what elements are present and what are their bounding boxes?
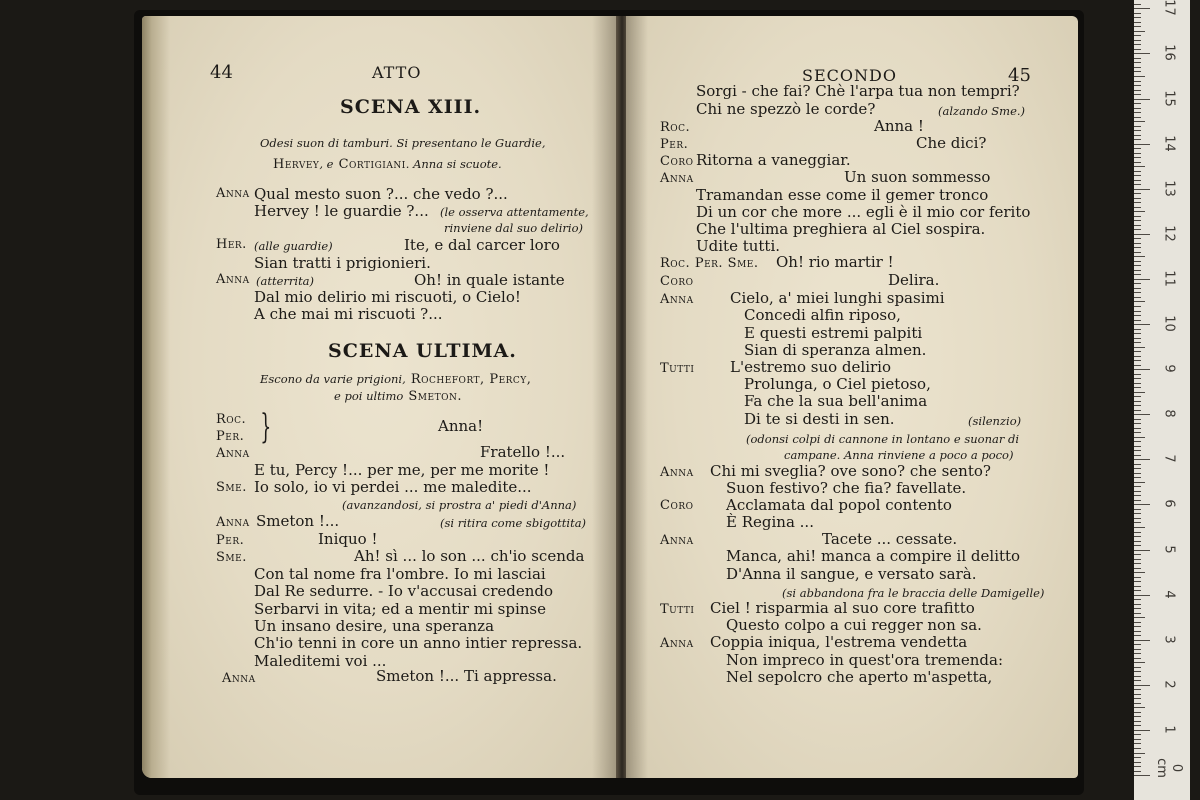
verse-line: E questi estremi palpiti — [744, 324, 923, 342]
ruler-tick — [1134, 649, 1141, 650]
ruler-tick — [1134, 329, 1141, 330]
stage-direction: e poi ultimo Smeton. — [334, 389, 462, 404]
ruler-tick — [1134, 622, 1141, 623]
stage-direction: Odesi suon di tamburi. Si presentano le Guardie, — [260, 136, 546, 150]
scene-heading: SCENA ULTIMA. — [328, 340, 517, 362]
ruler-tick — [1134, 17, 1141, 18]
ruler-tick — [1134, 554, 1141, 555]
ruler-tick — [1134, 671, 1141, 672]
ruler-tick — [1134, 473, 1141, 474]
ruler-tick — [1134, 153, 1141, 154]
ruler-tick — [1134, 103, 1141, 104]
verse-line: Che l'ultima preghiera al Ciel sospira. — [696, 220, 986, 238]
ruler-tick — [1134, 378, 1141, 379]
ruler-tick — [1134, 40, 1141, 41]
verse-line: Io solo, io vi perdei ... me maledite... — [254, 478, 532, 496]
ruler-tick — [1134, 748, 1141, 749]
ruler-label: 5 — [1161, 544, 1177, 554]
ruler-tick — [1134, 599, 1141, 600]
verse-line: È Regina ... — [726, 513, 814, 531]
ruler-tick — [1134, 324, 1150, 325]
verse-line: Qual mesto suon ?... che vedo ?... — [254, 185, 508, 203]
ruler-tick — [1134, 216, 1141, 217]
ruler-tick — [1134, 698, 1141, 699]
speaker-label: Sme. — [216, 550, 247, 565]
verse-line: Fa che la sua bell'anima — [744, 392, 928, 410]
speaker-label: Tutti — [660, 602, 695, 617]
ruler-tick — [1134, 703, 1141, 704]
ruler-tick — [1134, 383, 1141, 384]
ruler-tick — [1134, 306, 1141, 307]
ruler-tick — [1134, 58, 1141, 59]
ruler-tick — [1134, 81, 1141, 82]
verse-line: Chi mi sveglia? ove sono? che sento? — [710, 462, 991, 480]
ruler-tick — [1134, 527, 1145, 528]
ruler-tick — [1134, 739, 1141, 740]
verse-line: Suon festivo? che fia? favellate. — [726, 479, 967, 497]
ruler-tick — [1134, 112, 1141, 113]
ruler-label: 11 — [1161, 270, 1177, 287]
stage-note: rinviene dal suo delirio) — [444, 221, 583, 235]
ruler-edge — [1190, 0, 1200, 800]
stage-note: (silenzio) — [968, 414, 1022, 428]
ruler-tick — [1134, 662, 1145, 663]
ruler-tick — [1134, 653, 1141, 654]
ruler-label: 12 — [1161, 225, 1177, 242]
speaker-label: Anna — [216, 186, 250, 201]
speaker-label: Per. — [660, 137, 689, 152]
ruler-tick — [1134, 410, 1141, 411]
ruler-tick — [1134, 301, 1145, 302]
verse-line: Delira. — [888, 271, 940, 289]
ruler-tick — [1134, 563, 1141, 564]
ruler-tick — [1134, 252, 1141, 253]
ruler-tick — [1134, 369, 1150, 370]
brace-glyph: } — [260, 407, 272, 447]
ruler-tick — [1134, 613, 1141, 614]
ruler-tick — [1134, 721, 1141, 722]
ruler-tick — [1134, 220, 1141, 221]
ruler-tick — [1134, 333, 1141, 334]
verse-line: Ah! sì ... lo son ... ch'io scenda — [354, 547, 585, 565]
right-page — [626, 16, 1078, 778]
ruler-tick — [1134, 581, 1141, 582]
stage-note: (si abbandona fra le braccia delle Damigelle) — [782, 586, 1045, 600]
speaker-label: Anna — [660, 533, 694, 548]
ruler-tick — [1134, 500, 1141, 501]
ruler-tick — [1134, 658, 1141, 659]
ruler-tick — [1134, 365, 1141, 366]
verse-line: Che dici? — [916, 134, 987, 152]
verse-line: Tacete ... cessate. — [822, 530, 958, 548]
stage-note: (le osserva attentamente, — [440, 205, 589, 219]
ruler-tick — [1134, 595, 1150, 596]
speaker-label: Tutti — [660, 361, 695, 376]
ruler-tick — [1134, 716, 1141, 717]
ruler-tick — [1134, 121, 1145, 122]
left-page — [142, 16, 618, 778]
ruler-tick — [1134, 468, 1141, 469]
verse-line: Ite, e dal carcer loro — [404, 236, 560, 254]
verse-line: Dal mio delirio mi riscuoti, o Cielo! — [254, 288, 521, 306]
ruler-label: 0 cm — [1154, 758, 1184, 778]
speaker-label: Anna — [216, 515, 250, 530]
stage-note: (alle guardie) — [254, 239, 333, 253]
ruler-tick — [1134, 559, 1141, 560]
ruler-tick — [1134, 162, 1141, 163]
ruler-tick — [1134, 338, 1141, 339]
verse-line: Di te si desti in sen. — [744, 410, 895, 428]
stage-note: (atterrita) — [256, 274, 315, 288]
ruler-label: 15 — [1161, 89, 1177, 107]
ruler-tick — [1134, 148, 1141, 149]
verse-line: Nel sepolcro che aperto m'aspetta, — [726, 668, 993, 686]
ruler-label: 1 — [1161, 725, 1177, 734]
verse-line: Fratello !... — [480, 443, 566, 461]
ruler-tick — [1134, 130, 1141, 131]
verse-line: L'estremo suo delirio — [730, 358, 891, 376]
verse-line: E tu, Percy !... per me, per me morite ! — [254, 461, 550, 479]
ruler-tick — [1134, 387, 1141, 388]
ruler-label: 9 — [1161, 364, 1177, 373]
ruler-tick — [1134, 270, 1141, 271]
ruler-tick — [1134, 139, 1141, 140]
ruler-tick — [1134, 423, 1141, 424]
ruler-tick — [1134, 76, 1145, 77]
ruler-tick — [1134, 135, 1141, 136]
ruler-tick — [1134, 640, 1150, 641]
ruler-tick — [1134, 99, 1150, 100]
ruler-tick — [1134, 396, 1141, 397]
ruler-tick — [1134, 207, 1141, 208]
verse-line: Ch'io tenni in core un anno intier repressa. — [254, 634, 583, 652]
verse-line: Cielo, a' miei lunghi spasimi — [730, 289, 945, 307]
ruler-label: 16 — [1161, 44, 1177, 62]
ruler-tick — [1134, 292, 1141, 293]
ruler-tick — [1134, 694, 1141, 695]
ruler-tick — [1134, 198, 1141, 199]
ruler-tick — [1134, 518, 1141, 519]
speaker-label: Anna — [660, 171, 694, 186]
speaker-label: Per. — [216, 533, 245, 548]
ruler-tick — [1134, 117, 1141, 118]
ruler-tick — [1134, 26, 1141, 27]
ruler-tick — [1134, 234, 1150, 235]
ruler-tick — [1134, 608, 1141, 609]
ruler-tick — [1134, 414, 1150, 415]
speaker-label: Anna — [222, 671, 256, 686]
ruler-tick — [1134, 568, 1141, 569]
page-number: 44 — [210, 62, 233, 83]
ruler-tick — [1134, 486, 1141, 487]
ruler-tick — [1134, 351, 1141, 352]
ruler-tick — [1134, 67, 1141, 68]
verse-line: Un insano desire, una speranza — [254, 617, 495, 635]
ruler-tick — [1134, 734, 1141, 735]
ruler-tick — [1134, 604, 1141, 605]
ruler-tick — [1134, 44, 1141, 45]
stage-note: (alzando Sme.) — [938, 104, 1026, 118]
ruler-tick — [1134, 31, 1145, 32]
ruler-tick — [1134, 428, 1141, 429]
ruler-label: 13 — [1161, 179, 1177, 197]
ruler-tick — [1134, 753, 1145, 754]
ruler-label: 6 — [1161, 499, 1177, 509]
ruler-tick — [1134, 171, 1141, 172]
ruler-tick — [1134, 8, 1150, 9]
speaker-label: Per. — [216, 429, 245, 444]
verse-line: Dal Re sedurre. - Io v'accusai credendo — [254, 582, 554, 600]
ruler-tick — [1134, 85, 1141, 86]
ruler-tick — [1134, 283, 1141, 284]
ruler-tick — [1134, 450, 1141, 451]
speaker-label: Roc. — [216, 412, 247, 427]
ruler-tick — [1134, 184, 1141, 185]
verse-line: Udite tutti. — [696, 237, 781, 255]
ruler-tick — [1134, 315, 1141, 316]
ruler-label: 8 — [1161, 409, 1177, 418]
ruler-tick — [1134, 360, 1141, 361]
ruler-tick — [1134, 685, 1150, 686]
ruler-tick — [1134, 175, 1141, 176]
ruler-tick — [1134, 635, 1141, 636]
ruler-tick — [1134, 509, 1141, 510]
ruler-tick — [1134, 144, 1150, 145]
ruler-tick — [1134, 62, 1141, 63]
speaker-label: Anna — [660, 636, 694, 651]
stage-note: campane. Anna rinviene a poco a poco) — [784, 448, 1014, 462]
ruler-tick — [1134, 437, 1145, 438]
verse-line: Iniquo ! — [318, 530, 378, 548]
ruler-tick — [1134, 631, 1141, 632]
ruler-tick — [1134, 202, 1141, 203]
ruler-label: 7 — [1161, 454, 1177, 463]
ruler-tick — [1134, 22, 1141, 23]
ruler-tick — [1134, 513, 1141, 514]
ruler-tick — [1134, 35, 1141, 36]
verse-line: Non impreco in quest'ora tremenda: — [726, 651, 1004, 669]
ruler-tick — [1134, 667, 1141, 668]
stage-note: (odonsi colpi di cannone in lontano e suonar di — [746, 432, 1020, 446]
speaker-label: Anna — [660, 465, 694, 480]
ruler-tick — [1134, 522, 1141, 523]
ruler-tick — [1134, 441, 1141, 442]
ruler-tick — [1134, 491, 1141, 492]
speaker-label: Anna — [660, 292, 694, 307]
ruler-tick — [1134, 586, 1141, 587]
ruler-tick — [1134, 644, 1141, 645]
ruler-tick — [1134, 459, 1150, 460]
speaker-label: Anna — [216, 446, 250, 461]
ruler-tick — [1134, 446, 1141, 447]
ruler-tick — [1134, 288, 1141, 289]
verse-line: Un suon sommesso — [844, 168, 991, 186]
verse-line: Manca, ahi! manca a compire il delitto — [726, 547, 1021, 565]
speaker-label: Anna — [216, 272, 250, 287]
ruler-tick — [1134, 261, 1141, 262]
ruler-tick — [1134, 590, 1141, 591]
ruler-tick — [1134, 401, 1141, 402]
ruler-tick — [1134, 577, 1141, 578]
ruler-tick — [1134, 504, 1150, 505]
verse-line: Acclamata dal popol contento — [726, 496, 952, 514]
ruler-tick — [1134, 707, 1145, 708]
ruler-tick — [1134, 274, 1141, 275]
ruler-tick — [1134, 725, 1141, 726]
verse-line: D'Anna il sangue, e versato sarà. — [726, 565, 977, 583]
stage-note: (avanzandosi, si prostra a' piedi d'Anna) — [342, 498, 577, 512]
ruler-tick — [1134, 108, 1141, 109]
verse-line: Maleditemi voi ... — [254, 652, 387, 670]
ruler-label: 17 — [1161, 0, 1177, 17]
ruler-tick — [1134, 225, 1141, 226]
verse-line: Concedi alfin riposo, — [744, 306, 901, 324]
ruler-tick — [1134, 477, 1141, 478]
ruler-tick — [1134, 495, 1141, 496]
ruler-tick — [1134, 419, 1141, 420]
ruler-tick — [1134, 743, 1141, 744]
ruler-tick — [1134, 532, 1141, 533]
ruler-tick — [1134, 374, 1141, 375]
ruler-label: 2 — [1161, 680, 1177, 689]
verse-line: Sorgi - che fai? Chè l'arpa tua non tempri? — [696, 82, 1020, 100]
verse-line: Con tal nome fra l'ombre. Io mi lasciai — [254, 565, 546, 583]
verse-line: Questo colpo a cui regger non sa. — [726, 616, 982, 634]
speaker-label: Coro — [660, 274, 694, 289]
ruler-tick — [1134, 320, 1141, 321]
ruler-tick — [1134, 180, 1141, 181]
speaker-label: Roc. Per. Sme. — [660, 256, 759, 271]
ruler-tick — [1134, 243, 1141, 244]
ruler-tick — [1134, 238, 1141, 239]
ruler-tick — [1134, 49, 1141, 50]
ruler-tick — [1134, 626, 1141, 627]
ruler-tick — [1134, 71, 1141, 72]
ruler-tick — [1134, 193, 1141, 194]
ruler-tick — [1134, 356, 1141, 357]
speaker-label: Coro — [660, 498, 694, 513]
verse-line: Di un cor che more ... egli è il mio cor ferito — [696, 203, 1031, 221]
speaker-label: Roc. — [660, 120, 691, 135]
verse-line: Ciel ! risparmia al suo core trafitto — [710, 599, 975, 617]
ruler-tick — [1134, 536, 1141, 537]
verse-line: Oh! rio martir ! — [776, 253, 894, 271]
ruler-tick — [1134, 166, 1145, 167]
ruler-tick — [1134, 432, 1141, 433]
ruler-tick — [1134, 550, 1150, 551]
stage-note: (si ritira come sbigottita) — [440, 516, 587, 530]
ruler-tick — [1134, 757, 1141, 758]
verse-line: A che mai mi riscuoti ?... — [254, 305, 443, 323]
stage-direction: Escono da varie prigioni, Rochefort, Percy, — [260, 372, 532, 387]
ruler-label: 10 — [1161, 315, 1177, 332]
ruler-label: 14 — [1161, 134, 1177, 152]
ruler-tick — [1134, 229, 1141, 230]
ruler-tick — [1134, 347, 1145, 348]
speaker-label: Coro — [660, 154, 694, 169]
ruler-tick — [1134, 712, 1141, 713]
ruler-tick — [1134, 256, 1145, 257]
ruler-tick — [1134, 676, 1141, 677]
ruler-tick — [1134, 545, 1141, 546]
ruler-tick — [1134, 157, 1141, 158]
speaker-label: Her. — [216, 237, 247, 252]
scene-heading: SCENA XIII. — [340, 96, 482, 118]
verse-line: Ritorna a vaneggiar. — [696, 151, 851, 169]
verse-line: Anna! — [438, 417, 484, 435]
ruler-tick — [1134, 311, 1141, 312]
ruler-tick — [1134, 775, 1150, 776]
speaker-label: Sme. — [216, 480, 247, 495]
ruler-tick — [1134, 405, 1141, 406]
ruler-tick — [1134, 455, 1141, 456]
ruler-tick — [1134, 766, 1141, 767]
verse-line: Sian tratti i prigionieri. — [254, 254, 431, 272]
measuring-ruler — [1134, 0, 1190, 800]
ruler-tick — [1134, 689, 1141, 690]
verse-line: Smeton !... Ti appressa. — [376, 667, 557, 685]
verse-line: Coppia iniqua, l'estrema vendetta — [710, 633, 968, 651]
ruler-tick — [1134, 94, 1141, 95]
ruler-tick — [1134, 541, 1141, 542]
verse-line: Sian di speranza almen. — [744, 341, 927, 359]
ruler-tick — [1134, 126, 1141, 127]
ruler-tick — [1134, 53, 1150, 54]
ruler-label: 4 — [1161, 589, 1177, 599]
stage-direction: Hervey, e Cortigiani. Anna si scuote. — [273, 157, 502, 172]
running-head: SECONDO — [802, 66, 897, 85]
ruler-tick — [1134, 482, 1145, 483]
ruler-tick — [1134, 4, 1141, 5]
verse-line: Hervey ! le guardie ?... — [254, 202, 429, 220]
ruler-tick — [1134, 762, 1141, 763]
ruler-tick — [1134, 392, 1145, 393]
ruler-tick — [1134, 90, 1141, 91]
ruler-tick — [1134, 572, 1145, 573]
ruler-tick — [1134, 189, 1150, 190]
running-head: ATTO — [372, 63, 422, 82]
verse-line: Serbarvi in vita; ed a mentir mi spinse — [254, 600, 546, 618]
verse-line: Smeton !... — [256, 512, 340, 530]
ruler-tick — [1134, 247, 1141, 248]
ruler-tick — [1134, 297, 1141, 298]
ruler-tick — [1134, 13, 1141, 14]
ruler-tick — [1134, 680, 1141, 681]
ruler-tick — [1134, 211, 1145, 212]
verse-line: Chi ne spezzò le corde? — [696, 100, 876, 118]
ruler-tick — [1134, 730, 1150, 731]
ruler-tick — [1134, 265, 1141, 266]
verse-line: Tramandan esse come il gemer tronco — [696, 186, 989, 204]
verse-line: Oh! in quale istante — [414, 271, 565, 289]
verse-line: Anna ! — [874, 117, 924, 135]
page-number: 45 — [1008, 65, 1031, 86]
ruler-label: 3 — [1161, 635, 1177, 644]
ruler-tick — [1134, 771, 1141, 772]
ruler-tick — [1134, 342, 1141, 343]
ruler-tick — [1134, 279, 1150, 280]
ruler-tick — [1134, 617, 1145, 618]
verse-line: Prolunga, o Ciel pietoso, — [744, 375, 931, 393]
ruler-tick — [1134, 464, 1141, 465]
